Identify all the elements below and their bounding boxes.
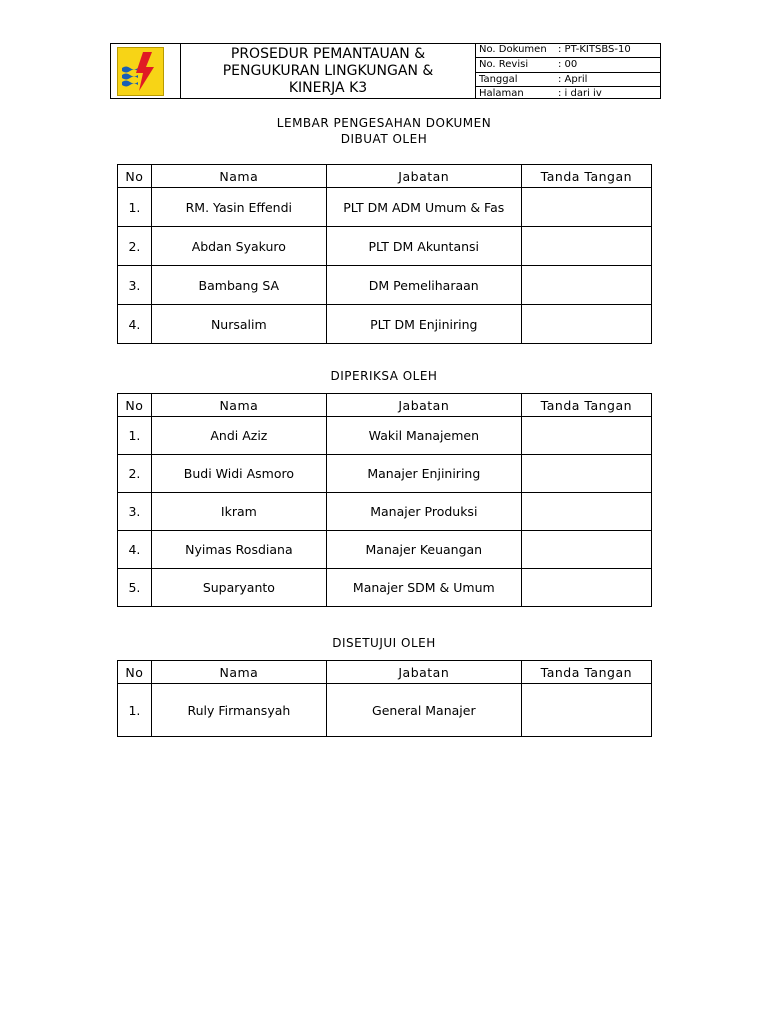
document-header: [110, 43, 661, 99]
cell-nama: Ruly Firmansyah: [151, 684, 326, 737]
cell-nama: Suparyanto: [151, 569, 326, 607]
cell-nama: RM. Yasin Effendi: [151, 188, 326, 227]
cell-signature: [521, 227, 651, 266]
cell-no: 1.: [118, 417, 152, 455]
cell-no: 1.: [118, 188, 152, 227]
col-header-no: No: [118, 661, 152, 684]
meta-row-date: [476, 73, 660, 88]
table-row: [118, 266, 652, 305]
table-row: [118, 188, 652, 227]
table-diperiksa-oleh: [117, 393, 652, 607]
col-header-tanda-tangan: Tanda Tangan: [521, 165, 651, 188]
cell-nama: Ikram: [151, 493, 326, 531]
meta-key: Halaman: [479, 88, 524, 100]
table-row: [118, 493, 652, 531]
title-line-2: PENGUKURAN LINGKUNGAN &: [222, 62, 434, 79]
cell-no: 2.: [118, 455, 152, 493]
title-line-3: KINERJA K3: [288, 79, 368, 96]
col-header-no: No: [118, 165, 152, 188]
col-header-nama: Nama: [151, 165, 326, 188]
col-header-tanda-tangan: Tanda Tangan: [521, 661, 651, 684]
table-row: [118, 455, 652, 493]
col-header-jabatan: Jabatan: [326, 165, 521, 188]
col-header-tanda-tangan: Tanda Tangan: [521, 394, 651, 417]
meta-row-revision: [476, 58, 660, 73]
cell-nama: Nyimas Rosdiana: [151, 531, 326, 569]
table-row: [118, 227, 652, 266]
table-row: [118, 684, 652, 737]
meta-key: No. Dokumen: [479, 44, 547, 55]
document-meta: [476, 43, 660, 101]
table-header-row: [118, 394, 652, 417]
cell-no: 3.: [118, 493, 152, 531]
col-header-no: No: [118, 394, 152, 417]
table-header-row: [118, 165, 652, 188]
cell-no: 4.: [118, 305, 152, 344]
cell-signature: [521, 531, 651, 569]
cell-jabatan: PLT DM ADM Umum & Fas: [326, 188, 521, 227]
header-border-left: [110, 43, 111, 99]
cell-jabatan: DM Pemeliharaan: [326, 266, 521, 305]
cell-signature: [521, 188, 651, 227]
cell-nama: Bambang SA: [151, 266, 326, 305]
meta-row-page: [476, 87, 660, 101]
cell-signature: [521, 305, 651, 344]
table-row: [118, 417, 652, 455]
cell-nama: Nursalim: [151, 305, 326, 344]
cell-jabatan: Manajer Produksi: [326, 493, 521, 531]
cell-nama: Abdan Syakuro: [151, 227, 326, 266]
table-dibuat-oleh: [117, 164, 652, 344]
table-row: [118, 569, 652, 607]
cell-no: 2.: [118, 227, 152, 266]
meta-value: : 00: [558, 58, 578, 70]
section-title-disetujui: DISETUJUI OLEH: [332, 636, 436, 650]
cell-signature: [521, 266, 651, 305]
cell-jabatan: Manajer Keuangan: [326, 531, 521, 569]
cell-no: 5.: [118, 569, 152, 607]
title-line-1: PROSEDUR PEMANTAUAN &: [230, 45, 426, 62]
cell-signature: [521, 684, 651, 737]
col-header-jabatan: Jabatan: [326, 394, 521, 417]
cell-signature: [521, 493, 651, 531]
meta-value: : PT-KITSBS-10: [558, 44, 631, 55]
meta-key: Tanggal: [479, 73, 518, 85]
cell-jabatan: PLT DM Akuntansi: [326, 227, 521, 266]
page-title: LEMBAR PENGESAHAN DOKUMEN: [276, 116, 492, 130]
meta-value: : i dari iv: [558, 88, 602, 100]
document-title: [181, 44, 475, 98]
col-header-nama: Nama: [151, 661, 326, 684]
cell-no: 1.: [118, 684, 152, 737]
cell-nama: Andi Aziz: [151, 417, 326, 455]
cell-jabatan: Manajer Enjiniring: [326, 455, 521, 493]
cell-jabatan: General Manajer: [326, 684, 521, 737]
header-border-right: [660, 43, 661, 99]
cell-signature: [521, 417, 651, 455]
cell-signature: [521, 569, 651, 607]
col-header-nama: Nama: [151, 394, 326, 417]
cell-no: 4.: [118, 531, 152, 569]
meta-key: No. Revisi: [479, 58, 529, 70]
cell-jabatan: PLT DM Enjiniring: [326, 305, 521, 344]
section-title-diperiksa: DIPERIKSA OLEH: [330, 369, 438, 383]
table-row: [118, 531, 652, 569]
cell-no: 3.: [118, 266, 152, 305]
table-header-row: [118, 661, 652, 684]
cell-nama: Budi Widi Asmoro: [151, 455, 326, 493]
meta-row-doc-number: [476, 43, 660, 58]
table-row: [118, 305, 652, 344]
table-disetujui-oleh: [117, 660, 652, 737]
pln-logo-icon: [117, 47, 164, 96]
cell-jabatan: Manajer SDM & Umum: [326, 569, 521, 607]
cell-signature: [521, 455, 651, 493]
col-header-jabatan: Jabatan: [326, 661, 521, 684]
cell-jabatan: Wakil Manajemen: [326, 417, 521, 455]
meta-value: : April: [558, 73, 588, 85]
section-title-dibuat: DIBUAT OLEH: [340, 132, 428, 146]
